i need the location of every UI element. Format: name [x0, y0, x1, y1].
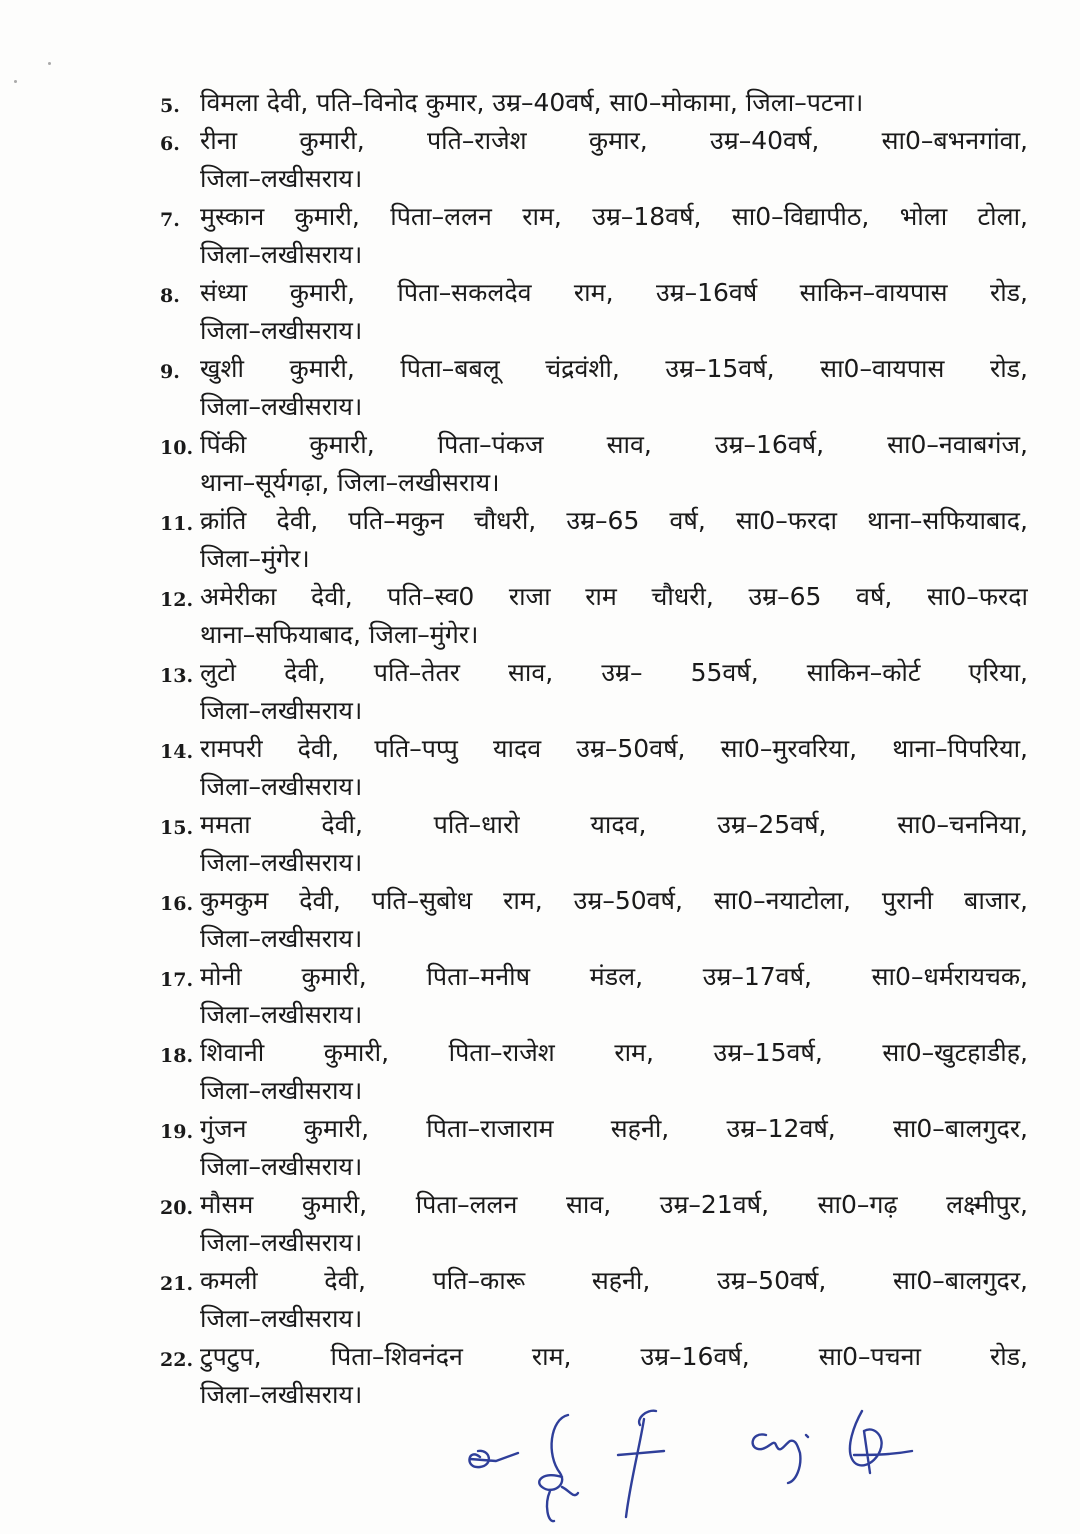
item-line: लुटो देवी, पति–तेतर साव, उम्र– 55वर्ष, साकिन–कोर्ट एरिया, — [200, 658, 1028, 687]
item-line: जिला–लखीसराय। — [200, 772, 363, 801]
item-line: जिला–लखीसराय। — [200, 240, 363, 269]
list-item — [160, 1262, 1028, 1338]
signatures — [450, 1395, 930, 1530]
list-item — [160, 882, 1028, 958]
item-number: 18. — [160, 1045, 194, 1067]
item-line: मोनी कुमारी, पिता–मनीष मंडल, उम्र–17वर्ष, सा0–धर्मरायचक, — [200, 962, 1028, 991]
accused-list — [160, 84, 1028, 1414]
list-item — [160, 806, 1028, 882]
item-line: कुमकुम देवी, पति–सुबोध राम, उम्र–50वर्ष, सा0–नयाटोला, पुरानी बाजार, — [200, 886, 1028, 915]
item-line: जिला–लखीसराय। — [200, 1152, 363, 1181]
item-line: जिला–लखीसराय। — [200, 1000, 363, 1029]
item-number: 19. — [160, 1121, 194, 1143]
list-item — [160, 1186, 1028, 1262]
item-line: खुशी कुमारी, पिता–बबलू चंद्रवंशी, उम्र–15वर्ष, सा0–वायपास रोड, — [200, 354, 1028, 383]
item-line: गुंजन कुमारी, पिता–राजाराम सहनी, उम्र–12वर्ष, सा0–बालगुदर, — [200, 1114, 1028, 1143]
item-line: जिला–लखीसराय। — [200, 924, 363, 953]
item-line: रामपरी देवी, पति–पप्पु यादव उम्र–50वर्ष, सा0–मुरवरिया, थाना–पिपरिया, — [200, 734, 1028, 763]
item-line: विमला देवी, पति–विनोद कुमार, उम्र–40वर्ष, सा0–मोकामा, जिला–पटना। — [200, 88, 864, 117]
list-item — [160, 502, 1028, 578]
handwritten-signatures — [450, 1395, 930, 1530]
item-line: जिला–लखीसराय। — [200, 1228, 363, 1257]
list-item — [160, 426, 1028, 502]
signature-mark — [850, 1411, 912, 1473]
item-line: क्रांति देवी, पति–मकुन चौधरी, उम्र–65 वर्ष, सा0–फरदा थाना–सफियाबाद, — [200, 506, 1028, 535]
item-line: पिंकी कुमारी, पिता–पंकज साव, उम्र–16वर्ष, सा0–नवाबगंज, — [200, 430, 1028, 459]
item-line: थाना–सूर्यगढ़ा, जिला–लखीसराय। — [200, 468, 500, 497]
list-item — [160, 1034, 1028, 1110]
item-line: जिला–मुंगेर। — [200, 544, 310, 573]
item-line: मुस्कान कुमारी, पिता–ललन राम, उम्र–18वर्ष, सा0–विद्यापीठ, भोला टोला, — [200, 202, 1028, 231]
signature-mark — [539, 1415, 578, 1521]
list-item — [160, 350, 1028, 426]
item-number: 8. — [160, 285, 180, 307]
list-item — [160, 84, 1028, 122]
list-item — [160, 730, 1028, 806]
item-number: 20. — [160, 1197, 194, 1219]
item-line: थाना–सफियाबाद, जिला–मुंगेर। — [200, 620, 479, 649]
item-number: 22. — [160, 1349, 194, 1371]
list-item — [160, 578, 1028, 654]
list-item — [160, 1110, 1028, 1186]
signature-mark — [753, 1434, 808, 1483]
item-number: 15. — [160, 817, 194, 839]
item-line: जिला–लखीसराय। — [200, 1076, 363, 1105]
item-line: रीना कुमारी, पति–राजेश कुमार, उम्र–40वर्ष, सा0–बभनगांवा, — [200, 126, 1028, 155]
item-line: जिला–लखीसराय। — [200, 164, 363, 193]
signature-mark — [469, 1451, 518, 1467]
item-line: जिला–लखीसराय। — [200, 1304, 363, 1333]
list-item — [160, 654, 1028, 730]
item-line: अमेरीका देवी, पति–स्व0 राजा राम चौधरी, उम्र–65 वर्ष, सा0–फरदा — [200, 582, 1028, 611]
item-number: 21. — [160, 1273, 194, 1295]
item-number: 10. — [160, 437, 194, 459]
item-line: संध्या कुमारी, पिता–सकलदेव राम, उम्र–16वर्ष साकिन–वायपास रोड, — [200, 278, 1028, 307]
list-item — [160, 198, 1028, 274]
item-line: जिला–लखीसराय। — [200, 848, 363, 877]
item-line: मौसम कुमारी, पिता–ललन साव, उम्र–21वर्ष, सा0–गढ़ लक्ष्मीपुर, — [200, 1190, 1028, 1219]
item-number: 9. — [160, 361, 180, 383]
item-number: 12. — [160, 589, 194, 611]
item-line: जिला–लखीसराय। — [200, 696, 363, 725]
item-number: 16. — [160, 893, 194, 915]
item-number: 7. — [160, 209, 180, 231]
item-number: 5. — [160, 95, 180, 117]
scan-speck — [48, 62, 51, 65]
item-line: जिला–लखीसराय। — [200, 1380, 363, 1409]
list-item — [160, 274, 1028, 350]
scan-speck — [14, 80, 17, 83]
list-item — [160, 958, 1028, 1034]
item-line: ममता देवी, पति–धारो यादव, उम्र–25वर्ष, सा0–चननिया, — [200, 810, 1028, 839]
item-number: 6. — [160, 133, 180, 155]
list-item — [160, 122, 1028, 198]
item-line: जिला–लखीसराय। — [200, 392, 363, 421]
signature-mark — [618, 1411, 664, 1517]
item-number: 13. — [160, 665, 194, 687]
item-line: टुपटुप, पिता–शिवनंदन राम, उम्र–16वर्ष, सा0–पचना रोड, — [200, 1342, 1028, 1371]
item-line: जिला–लखीसराय। — [200, 316, 363, 345]
item-line: कमली देवी, पति–कारू सहनी, उम्र–50वर्ष, सा0–बालगुदर, — [200, 1266, 1028, 1295]
item-number: 17. — [160, 969, 194, 991]
item-line: शिवानी कुमारी, पिता–राजेश राम, उम्र–15वर्ष, सा0–खुटहाडीह, — [200, 1038, 1028, 1067]
item-number: 11. — [160, 513, 194, 535]
item-number: 14. — [160, 741, 194, 763]
